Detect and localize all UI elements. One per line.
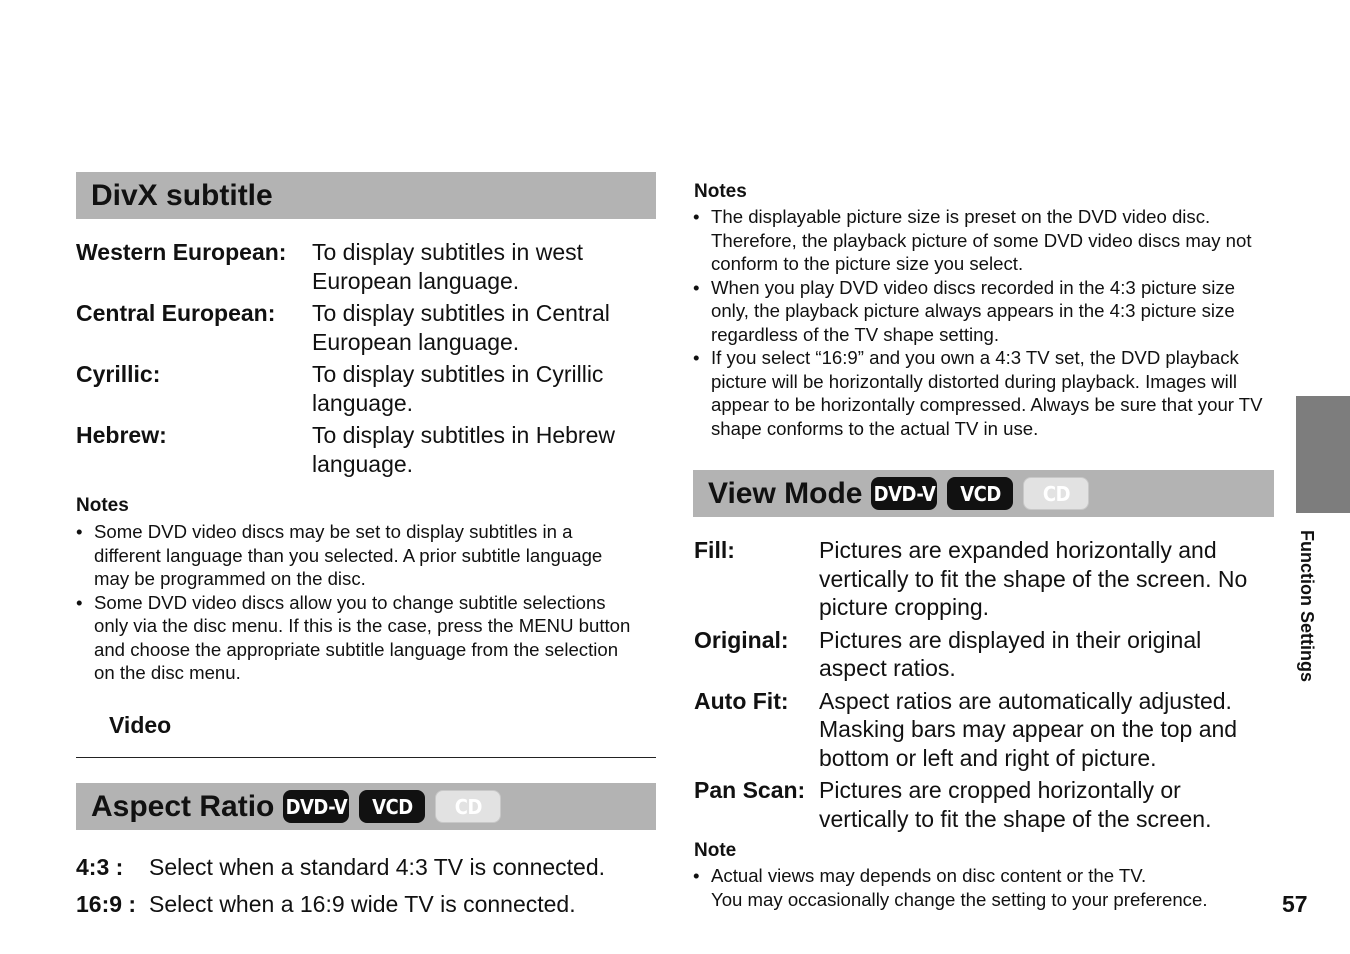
dvd-video-badge: DVD-V bbox=[871, 477, 937, 510]
option-desc: Select when a 16:9 wide TV is connected. bbox=[149, 890, 576, 917]
view-mode-header bbox=[693, 470, 1274, 517]
option-desc: Pictures are displayed in their original aspect ratios. bbox=[819, 626, 1202, 681]
note-item: • If you select “16:9” and you own a 4:3 TV set, the DVD playback picture will be horizontally distorted during playback. Images will appear to be horizontally compressed. Always be sure that your TV shape conforms to the actual TV in use. bbox=[693, 346, 1278, 440]
view-mode-note-list bbox=[693, 864, 1278, 911]
aspect-notes-list bbox=[693, 205, 1278, 440]
option-desc: Select when a standard 4:3 TV is connected. bbox=[149, 854, 606, 880]
option-desc: Pictures are expanded horizontally and vertically to fit the shape of the screen. No picture cropping. bbox=[819, 537, 1248, 620]
divx-notes-list bbox=[76, 520, 636, 685]
option-term: Fill: bbox=[694, 537, 735, 563]
option-desc: Aspect ratios are automatically adjusted. Masking bars may appear on the top and bottom or left and right of picture. bbox=[819, 687, 1238, 771]
option-row bbox=[694, 687, 1269, 773]
option-row bbox=[76, 299, 636, 356]
cd-badge: CD bbox=[1023, 477, 1089, 510]
option-term: Western European: bbox=[76, 239, 287, 265]
view-mode-title: View Mode bbox=[708, 476, 863, 510]
note-item: • Some DVD video discs allow you to change subtitle selections only via the disc menu. If this is the case, press the MENU button and choose the appropriate subtitle language from the selection on the disc menu. bbox=[76, 591, 636, 685]
vcd-badge: VCD bbox=[947, 477, 1013, 510]
option-desc: To display subtitles in Central European language. bbox=[312, 300, 610, 355]
option-desc: Pictures are cropped horizontally or vertically to fit the shape of the screen. bbox=[819, 777, 1212, 832]
view-mode-note-title: Note bbox=[694, 840, 737, 861]
option-desc: To display subtitles in west European language. bbox=[312, 239, 584, 294]
note-item: • Some DVD video discs may be set to display subtitles in a different language than you selected. A prior subtitle language may be programmed on the disc. bbox=[76, 520, 636, 591]
vcd-badge: VCD bbox=[359, 790, 425, 823]
note-line: You may occasionally change the setting to your preference. bbox=[711, 888, 1208, 910]
aspect-notes-title: Notes bbox=[694, 181, 747, 202]
divx-subtitle-options bbox=[76, 238, 636, 482]
section-tab-label: Function Settings bbox=[1297, 530, 1317, 682]
option-desc: To display subtitles in Cyrillic language. bbox=[312, 361, 604, 416]
aspect-ratio-header bbox=[76, 783, 656, 830]
option-term: Auto Fit: bbox=[694, 687, 789, 714]
cd-badge: CD bbox=[435, 790, 501, 823]
divx-notes-title: Notes bbox=[76, 495, 129, 516]
option-term: 4:3 : bbox=[76, 854, 124, 880]
note-item: • When you play DVD video discs recorded in the 4:3 picture size only, the playback picture always appears in the 4:3 picture size regardless of the TV shape setting. bbox=[693, 276, 1278, 347]
video-subsection-label: Video bbox=[109, 712, 172, 738]
option-term: 16:9 : bbox=[76, 890, 137, 917]
divx-subtitle-header bbox=[76, 172, 656, 219]
option-row bbox=[694, 776, 1269, 833]
option-term: Original: bbox=[694, 626, 789, 653]
view-mode-options bbox=[694, 536, 1269, 837]
aspect-ratio-options bbox=[76, 853, 656, 922]
option-term: Hebrew: bbox=[76, 422, 167, 448]
option-row bbox=[694, 626, 1269, 683]
option-term: Central European: bbox=[76, 300, 276, 326]
option-row bbox=[694, 536, 1269, 622]
divider bbox=[76, 757, 656, 758]
option-row bbox=[76, 890, 656, 919]
section-tab-marker bbox=[1296, 396, 1350, 513]
option-desc: To display subtitles in Hebrew language. bbox=[312, 422, 615, 477]
option-row bbox=[76, 238, 636, 295]
option-row bbox=[76, 421, 636, 478]
option-term: Cyrillic: bbox=[76, 361, 161, 387]
dvd-video-badge: DVD-V bbox=[283, 790, 349, 823]
page-number: 57 bbox=[1282, 891, 1308, 917]
option-row bbox=[76, 853, 656, 882]
note-item bbox=[693, 864, 1278, 911]
aspect-ratio-title: Aspect Ratio bbox=[91, 789, 275, 823]
note-line: Actual views may depends on disc content or the TV. bbox=[711, 865, 1147, 886]
option-row bbox=[76, 360, 636, 417]
option-term: Pan Scan: bbox=[694, 777, 806, 803]
note-item: • The displayable picture size is preset on the DVD video disc. Therefore, the playback picture of some DVD video discs may not conform to the picture size you select. bbox=[693, 205, 1278, 276]
divx-subtitle-title: DivX subtitle bbox=[91, 178, 273, 212]
